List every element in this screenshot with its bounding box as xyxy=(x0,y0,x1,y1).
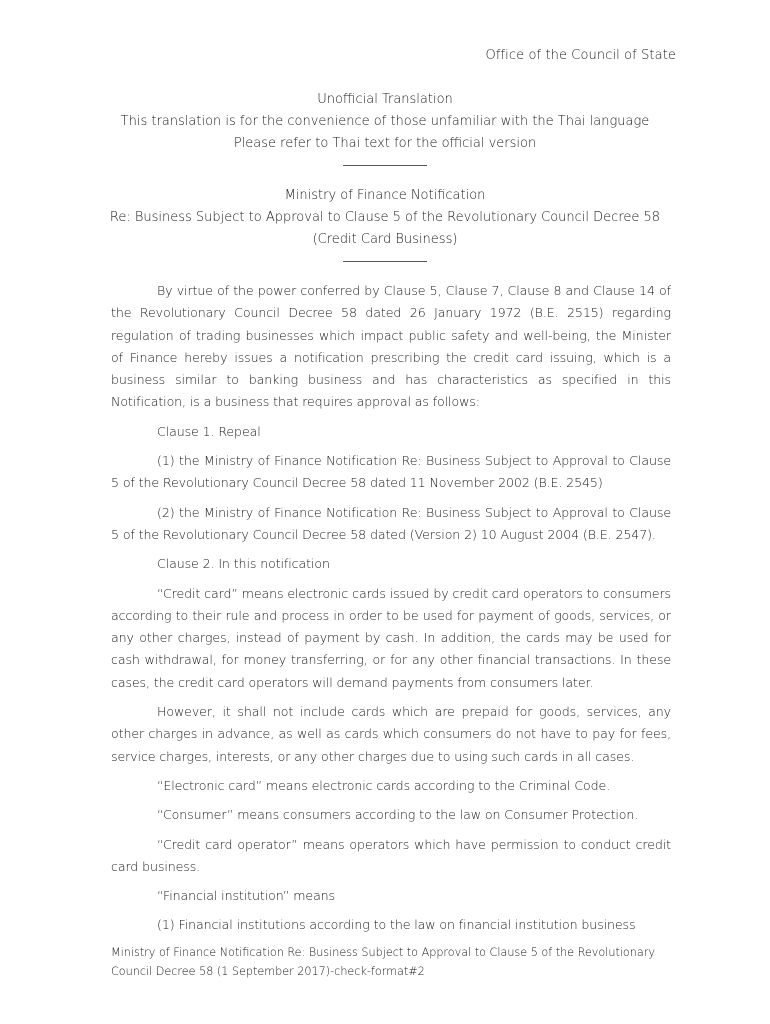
definition-electronic-card: “Electronic card” means electronic cards according to the Criminal Code. xyxy=(157,777,611,793)
definition-consumer: “Consumer” means consumers according to the law on Consumer Protection. xyxy=(157,807,639,823)
page-footer: Ministry of Finance Notification Re: Business Subject to Approval to Clause 5 of the Revolutionary Council Decree 58 (1 September 2017)-check-format#2 xyxy=(111,946,655,978)
document-title xyxy=(0,185,770,272)
title-line-1: Ministry of Finance Notification xyxy=(284,188,486,203)
notice-line-1: Unofficial Translation xyxy=(317,92,453,107)
clause-2-heading: Clause 2. In this notification xyxy=(157,556,330,572)
document-body xyxy=(111,280,671,937)
clause-1-item-1: (1) the Ministry of Finance Notification Re: Business Subject to Approval to Clause 5 of the Revolutionary Council Decree 58 dated 11 November 2002 (B.E. 2545) xyxy=(111,453,671,491)
definition-financial-institution: “Financial institution” means xyxy=(157,888,336,904)
translation-notice xyxy=(0,89,770,176)
financial-institution-item-1: (1) Financial institutions according to the law on financial institution business xyxy=(157,917,636,933)
notice-line-3: Please refer to Thai text for the official version xyxy=(233,136,537,151)
definition-exclusion: However, it shall not include cards which are prepaid for goods, services, any other charges in advance, as well as cards which consumers do not have to pay for fees, service charges, interests, or any other charges due to using such cards in all cases. xyxy=(111,704,671,764)
separator-rule xyxy=(343,165,427,166)
definition-credit-card: “Credit card” means electronic cards issued by credit card operators to consumers according to their rule and process in order to be used for payment of goods, services, or any other charges, instead of payment by cash. In addition, the cards may be used for cash withdrawal, for money transferring, or for any other financial transactions. In these cases, the credit card operators will demand payments from consumers later. xyxy=(111,585,671,690)
separator-rule xyxy=(343,261,427,262)
office-header: Office of the Council of State xyxy=(485,48,676,63)
clause-1-item-2: (2) the Ministry of Finance Notification Re: Business Subject to Approval to Clause 5 of the Revolutionary Council Decree 58 dated (Version 2) 10 August 2004 (B.E. 2547). xyxy=(111,504,671,542)
notice-line-2: This translation is for the convenience of those unfamiliar with the Thai language xyxy=(120,114,650,129)
clause-1-heading: Clause 1. Repeal xyxy=(157,423,261,439)
definition-credit-card-operator: “Credit card operator” means operators which have permission to conduct credit card business. xyxy=(111,836,671,874)
title-line-2: Re: Business Subject to Approval to Clause 5 of the Revolutionary Council Decree 58 xyxy=(109,210,661,225)
title-line-3: (Credit Card Business) xyxy=(312,232,458,247)
preamble-paragraph: By virtue of the power conferred by Clause 5, Clause 7, Clause 8 and Clause 14 of the Revolutionary Council Decree 58 dated 26 January 1972 (B.E. 2515) regarding regulation of trading businesses which impact public safety and well-being, the Minister of Finance hereby issues a notification prescribing the credit card issuing, which is a business similar to banking business and has characteristics as specified in this Notification, is a business that requires approval as follows: xyxy=(111,283,671,410)
